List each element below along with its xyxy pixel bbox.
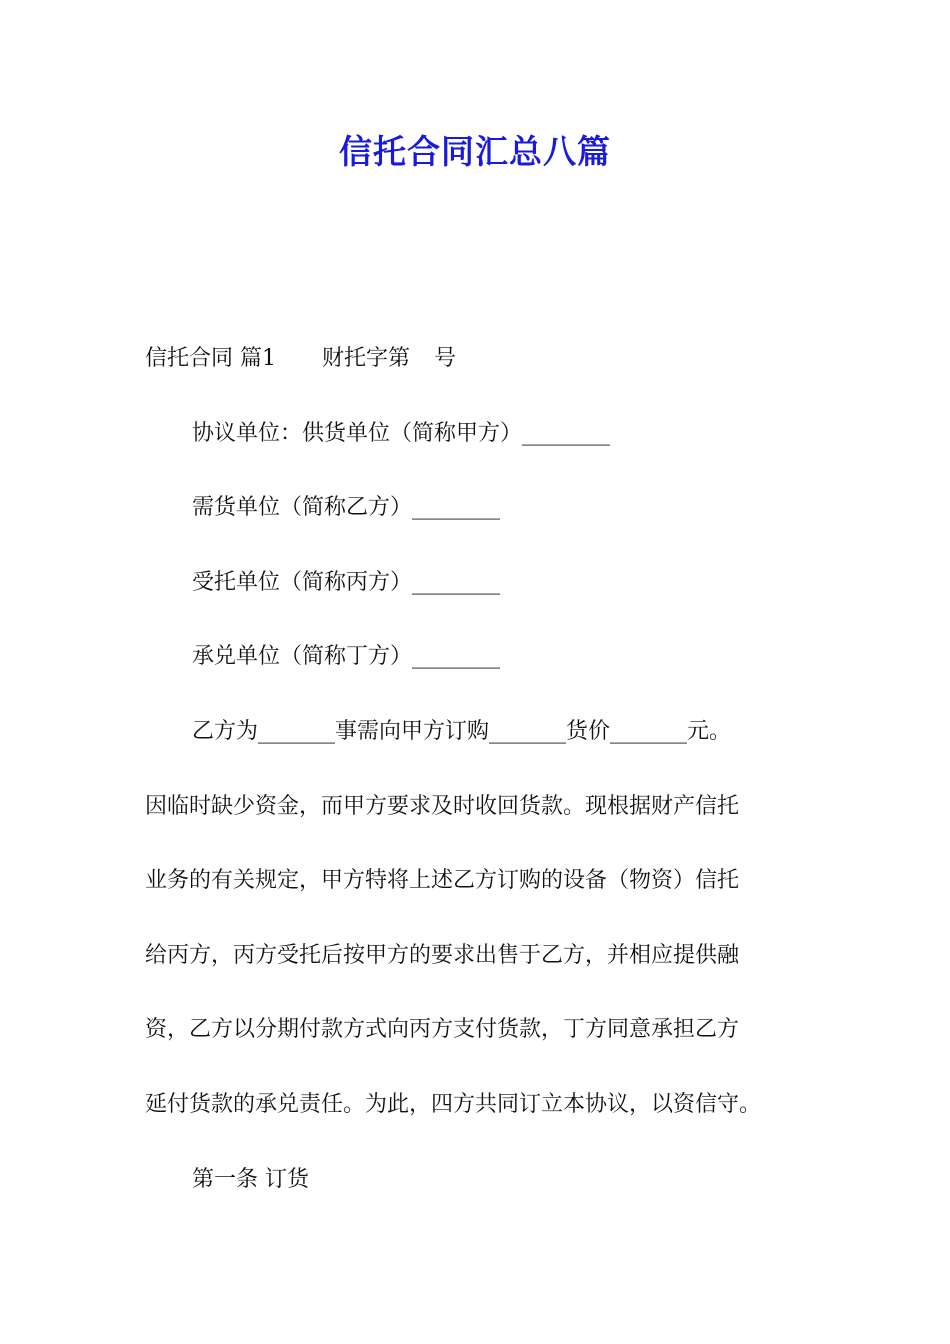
party-line-supplier: 协议单位：供货单位（简称甲方）________ xyxy=(192,420,611,446)
party-line-buyer: 需货单位（简称乙方）________ xyxy=(192,495,501,521)
paragraph-line: 因临时缺少资金，而甲方要求及时收回货款。现根据财产信托 xyxy=(145,793,740,819)
party-line-trustee: 受托单位（简称丙方）________ xyxy=(192,569,501,595)
paragraph-line: 业务的有关规定，甲方特将上述乙方订购的设备（物资）信托 xyxy=(145,868,740,894)
contract-heading xyxy=(145,334,810,409)
paragraph-line: 延付货款的承兑责任。为此，四方共同订立本协议，以资信守。 xyxy=(145,1091,762,1117)
paragraph-line: 资，乙方以分期付款方式向丙方支付货款，丁方同意承担乙方 xyxy=(145,1017,740,1043)
article-heading: 第一条 订货 xyxy=(192,1166,309,1192)
contract-heading-label: 信托合同 篇1 xyxy=(145,346,276,371)
paragraph-line: 给丙方，丙方受托后按甲方的要求出售于乙方，并相应提供融 xyxy=(145,942,740,968)
contract-ref-suffix: 号 xyxy=(434,346,457,371)
party-line-acceptor: 承兑单位（简称丁方）________ xyxy=(192,644,501,670)
paragraph-line: 乙方为_______事需向甲方订购_______货价_______元。 xyxy=(192,718,732,744)
contract-ref-prefix: 财托字第 xyxy=(322,346,411,371)
document-body xyxy=(145,334,810,1229)
document-title: 信托合同汇总八篇 xyxy=(339,132,611,171)
